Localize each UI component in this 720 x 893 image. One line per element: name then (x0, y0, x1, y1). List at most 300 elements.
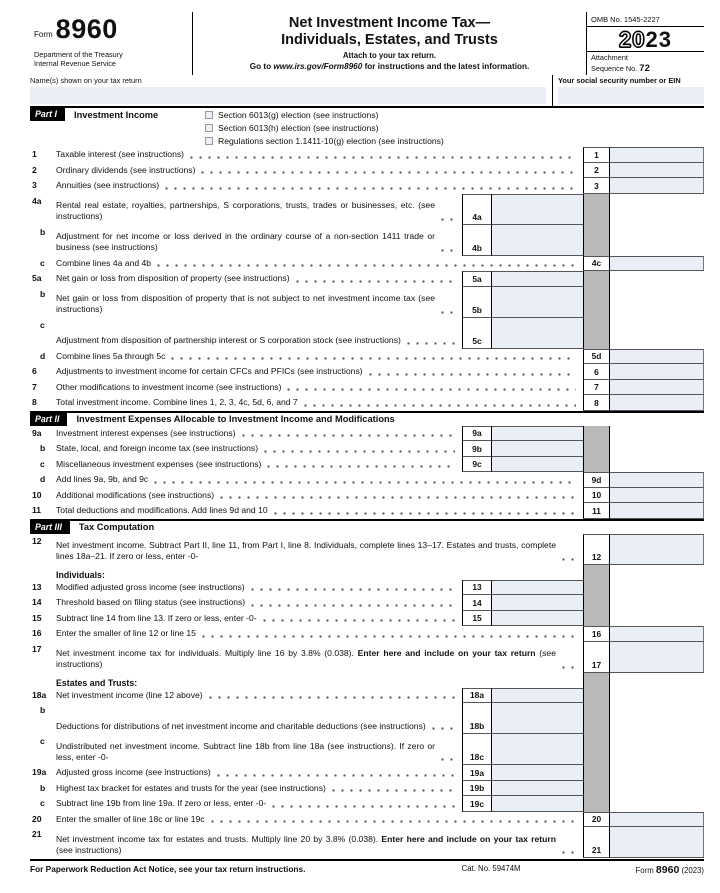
line-text: Adjustment for net income or loss derived in the ordinary course of a non-section 1411 trade or business (see instructions) (56, 231, 435, 253)
ssn-label: Your social security number or EIN (558, 76, 681, 86)
shaded-cell (583, 580, 610, 596)
line-text-normal: Net investment income tax for individuals. Multiply line 16 by 3.8% (0.038). (56, 648, 358, 659)
line-18a-box-label: 18a (462, 688, 492, 704)
line-text-bold: Enter here and include on your tax return (357, 648, 536, 659)
attachment-word: Attachment (591, 53, 628, 63)
dot-leader (272, 805, 455, 808)
agency-line-1: Department of the Treasury (34, 50, 123, 59)
line-17-box-label: 17 (583, 642, 610, 673)
line-text: Modified adjusted gross income (see instructions) (56, 581, 245, 592)
line-text: Add lines 9a, 9b, and 9c (56, 474, 149, 485)
dot-leader (209, 696, 455, 699)
dot-leader (274, 512, 576, 515)
line-7-amount-field[interactable] (610, 380, 704, 396)
line-15-box-label: 15 (462, 611, 492, 627)
line-text: Deductions for distributions of net investment income and charitable deductions (see instructions) (56, 720, 426, 731)
line-text: Threshold based on filing status (see instructions) (56, 597, 246, 608)
line-number: c (40, 257, 45, 268)
form-number-block (30, 12, 193, 75)
line-10-box-label: 10 (583, 488, 610, 504)
line-number: 14 (32, 597, 42, 608)
line-3-box-label: 3 (583, 178, 610, 194)
line-text: Taxable interest (see instructions) (56, 149, 185, 160)
election-6013g-item (205, 110, 379, 120)
line-9d-amount-field[interactable] (610, 472, 704, 488)
line-text: Subtract line 14 from line 13. If zero or less, enter -0- (56, 612, 257, 623)
election-1411-label: Regulations section 1.1411-10(g) election (see instructions) (218, 135, 444, 146)
line-number: c (40, 458, 45, 469)
spacer (610, 457, 704, 473)
line-text: Net gain or loss from disposition of property that is not subject to net investment income tax (see instructions) (56, 293, 435, 315)
year-outline-digits: 20 (619, 27, 646, 52)
line-number: d (40, 350, 46, 361)
omb-year-block (586, 12, 704, 75)
form-line-10 (30, 488, 704, 504)
footer-form-year: (2023) (681, 866, 704, 876)
form-line-17 (30, 642, 704, 673)
individuals-subheading-row (30, 565, 704, 580)
line-1-amount-field[interactable] (610, 147, 704, 163)
form-line-6 (30, 364, 704, 380)
shaded-cell (583, 287, 610, 318)
line-text: Ordinary dividends (see instructions) (56, 164, 196, 175)
line-number: c (40, 798, 45, 809)
line-9a-box-label: 9a (462, 426, 492, 442)
shaded-cell (583, 194, 610, 225)
line-5b-box-label: 5b (462, 287, 492, 318)
line-11-box-label: 11 (583, 503, 610, 519)
line-text: Rental real estate, royalties, partnerships, S corporations, trusts, trades or businesses, etc. (see instructions) (56, 200, 435, 222)
line-16-box-label: 16 (583, 626, 610, 642)
ssn-input[interactable] (558, 87, 704, 104)
line-text: Undistributed net investment income. Subtract line 18b from line 18a (see instructions). If zero or less, enter -0- (56, 740, 435, 762)
name-cell (30, 75, 552, 106)
line-20-box-label: 20 (583, 812, 610, 828)
spacer (610, 734, 704, 765)
line-21-amount-field[interactable] (610, 827, 704, 858)
dot-leader (441, 249, 455, 252)
catalog-number: Cat. No. 59474M (461, 864, 521, 874)
form-line-14 (30, 595, 704, 611)
line-11-amount-field[interactable] (610, 503, 704, 519)
dot-leader (562, 558, 576, 561)
line-number: 16 (32, 628, 42, 639)
part-ii-header (30, 411, 704, 426)
dot-leader (441, 758, 455, 761)
line-12-box-label: 12 (583, 534, 610, 565)
line-13-amount-field[interactable] (492, 580, 583, 596)
line-17-amount-field[interactable] (610, 642, 704, 673)
name-label: Name(s) shown on your tax return (30, 76, 142, 86)
line-3-amount-field[interactable] (610, 178, 704, 194)
line-8-box-label: 8 (583, 395, 610, 411)
name-input[interactable] (30, 87, 546, 104)
election-1411-checkbox[interactable] (205, 137, 213, 145)
dot-leader (267, 465, 455, 468)
line-14-box-label: 14 (462, 595, 492, 611)
form-line-15 (30, 611, 704, 627)
footer-form-number: 8960 (655, 864, 680, 877)
shaded-cell (583, 703, 610, 734)
shaded-cell (583, 673, 610, 688)
attach-note: Attach to your tax return. (342, 51, 437, 61)
dot-leader (304, 404, 576, 407)
line-4b-box-label: 4b (462, 225, 492, 256)
form-header (30, 12, 704, 75)
form-line-2 (30, 163, 704, 179)
line-number: 11 (32, 505, 42, 516)
dot-leader (157, 264, 576, 267)
dot-leader (263, 619, 455, 622)
form-line-3 (30, 178, 704, 194)
line-number: 19a (32, 767, 47, 778)
election-6013g-checkbox[interactable] (205, 111, 213, 119)
spacer (610, 426, 704, 442)
dot-leader (287, 388, 576, 391)
line-10-amount-field[interactable] (610, 488, 704, 504)
form-footer-id (636, 864, 704, 876)
sequence-word: Sequence No. (591, 63, 640, 73)
line-6-amount-field[interactable] (610, 364, 704, 380)
line-number: 4a (32, 195, 42, 206)
line-5a-amount-field[interactable] (492, 271, 583, 287)
dot-leader (201, 171, 576, 174)
dot-leader (165, 187, 576, 190)
form-line-8 (30, 395, 704, 411)
part-iii-header (30, 519, 704, 534)
election-6013h-label: Section 6013(h) election (see instructions) (218, 122, 379, 133)
line-number: 18a (32, 689, 47, 700)
attachment-sequence (587, 52, 704, 75)
line-18b-box-label: 18b (462, 703, 492, 734)
line-4b-amount-field[interactable] (492, 225, 583, 256)
spacer (610, 796, 704, 812)
line-5d-amount-field[interactable] (610, 349, 704, 365)
spacer (610, 595, 704, 611)
line-number: 17 (32, 643, 42, 654)
line-18c-box-label: 18c (462, 734, 492, 765)
line-9a-amount-field[interactable] (492, 426, 583, 442)
shaded-cell (583, 796, 610, 812)
election-6013h-checkbox[interactable] (205, 124, 213, 132)
line-text: Net investment income. Subtract Part II, line 11, from Part I, line 8. Individuals, complete lines 13–17. Estates and trusts, complete lines 18a–21. If zero or less, enter -0- (56, 540, 556, 562)
line-text-suffix: (see instructions) (56, 648, 556, 670)
part-i-header (30, 106, 704, 121)
shaded-cell (583, 688, 610, 704)
line-number: b (40, 443, 46, 454)
form-footer (30, 859, 704, 876)
line-number: b (40, 782, 46, 793)
line-9c-box-label: 9c (462, 457, 492, 473)
spacer (610, 194, 704, 225)
line-18c-amount-field[interactable] (492, 734, 583, 765)
line-number: 9a (32, 427, 42, 438)
line-9d-box-label: 9d (583, 472, 610, 488)
line-19b-box-label: 19b (462, 781, 492, 797)
spacer (610, 271, 704, 287)
line-text: Net investment income (line 12 above) (56, 689, 203, 700)
line-text: Miscellaneous investment expenses (see instructions) (56, 458, 262, 469)
shaded-cell (583, 781, 610, 797)
part-iii-title: Tax Computation (78, 522, 155, 533)
line-16-amount-field[interactable] (610, 626, 704, 642)
line-4a-box-label: 4a (462, 194, 492, 225)
line-5c-box-label: 5c (462, 318, 492, 349)
line-text: Investment interest expenses (see instructions) (56, 427, 236, 438)
form-line-19b (30, 781, 704, 797)
form-line-20 (30, 812, 704, 828)
line-text: Adjustment from disposition of partnership interest or S corporation stock (see instructions) (56, 335, 401, 346)
line-18b-amount-field[interactable] (492, 703, 583, 734)
line-15-amount-field[interactable] (492, 611, 583, 627)
line-12-amount-field[interactable] (610, 534, 704, 565)
spacer (610, 673, 704, 688)
shaded-cell (583, 595, 610, 611)
line-1-box-label: 1 (583, 147, 610, 163)
line-5a-box-label: 5a (462, 271, 492, 287)
part-ii-label: Part II (30, 413, 67, 426)
line-18a-amount-field[interactable] (492, 688, 583, 704)
spacer (610, 565, 704, 580)
form-line-18b (30, 703, 704, 734)
form-line-21 (30, 827, 704, 858)
line-text: Enter the smaller of line 12 or line 15 (56, 628, 196, 639)
shaded-cell (583, 734, 610, 765)
paperwork-notice: For Paperwork Reduction Act Notice, see your tax return instructions. (30, 864, 306, 875)
ssn-cell (552, 75, 704, 106)
line-number: 13 (32, 581, 42, 592)
line-number: b (40, 288, 46, 299)
line-number: b (40, 226, 46, 237)
dot-leader (296, 280, 455, 283)
form-line-4a (30, 194, 704, 225)
spacer (610, 611, 704, 627)
form-line-1 (30, 147, 704, 163)
dot-leader (264, 450, 455, 453)
dot-leader (407, 342, 455, 345)
line-text: Net gain or loss from disposition of property (see instructions) (56, 273, 290, 284)
shaded-cell (583, 426, 610, 442)
dot-leader (211, 820, 576, 823)
form-title-line-1: Net Investment Income Tax— (288, 15, 491, 31)
form-line-19c (30, 796, 704, 812)
part-ii-title: Investment Expenses Allocable to Investment Income and Modifications (76, 414, 395, 425)
sequence-number: 72 (639, 62, 650, 74)
line-text-suffix: (see instructions) (56, 844, 122, 855)
form-line-7 (30, 380, 704, 396)
line-21-box-label: 21 (583, 827, 610, 858)
dot-leader (441, 218, 455, 221)
shaded-cell (583, 611, 610, 627)
dot-leader (190, 156, 576, 159)
dot-leader (242, 434, 455, 437)
form-line-13 (30, 580, 704, 596)
form-line-9a (30, 426, 704, 442)
footer-form-word: Form (635, 866, 654, 876)
form-line-4b (30, 225, 704, 256)
line-text: Annuities (see instructions) (56, 180, 160, 191)
dot-leader (251, 604, 455, 607)
line-7-box-label: 7 (583, 380, 610, 396)
spacer (30, 565, 56, 580)
form-line-5a (30, 271, 704, 287)
line-number: 2 (32, 164, 37, 175)
line-13-box-label: 13 (462, 580, 492, 596)
goto-note (193, 62, 586, 71)
form-line-9c (30, 457, 704, 473)
form-line-18a (30, 688, 704, 704)
line-text: Enter the smaller of line 18c or line 19c (56, 813, 205, 824)
form-line-5d (30, 349, 704, 365)
line-19c-box-label: 19c (462, 796, 492, 812)
spacer (610, 441, 704, 457)
line-number: 21 (32, 829, 42, 840)
line-text (56, 833, 556, 859)
line-number: 20 (32, 813, 42, 824)
irs-url: www.irs.gov/Form8960 (273, 62, 363, 72)
election-6013g-label: Section 6013(g) election (see instructions) (218, 110, 379, 121)
dot-leader (202, 635, 576, 638)
spacer (610, 688, 704, 704)
line-number: b (40, 705, 46, 716)
goto-suffix: for instructions and the latest information. (362, 62, 530, 72)
line-number: 5a (32, 273, 42, 284)
omb-number: OMB No. 1545-2227 (587, 12, 704, 27)
line-2-box-label: 2 (583, 163, 610, 179)
part-i-title: Investment Income (74, 109, 159, 120)
line-number: d (40, 474, 46, 485)
individuals-subheading: Individuals: (56, 569, 105, 580)
line-text: Adjusted gross income (see instructions) (56, 767, 211, 778)
shaded-cell (583, 765, 610, 781)
dot-leader (217, 774, 455, 777)
form-line-16 (30, 626, 704, 642)
line-text: Additional modifications (see instructions) (56, 489, 215, 500)
line-19a-amount-field[interactable] (492, 765, 583, 781)
spacer (610, 781, 704, 797)
line-8-amount-field[interactable] (610, 395, 704, 411)
line-9b-amount-field[interactable] (492, 441, 583, 457)
agency-line-2: Internal Revenue Service (34, 59, 116, 69)
shaded-cell (583, 441, 610, 457)
form-line-5c (30, 318, 704, 349)
line-text: Adjustments to investment income for certain CFCs and PFICs (see instructions) (56, 366, 363, 377)
line-number: 7 (32, 381, 37, 392)
shaded-cell (583, 271, 610, 287)
spacer (610, 580, 704, 596)
line-5c-amount-field[interactable] (492, 318, 583, 349)
line-20-amount-field[interactable] (610, 812, 704, 828)
part-iii-label: Part III (30, 521, 70, 534)
spacer (610, 318, 704, 349)
dot-leader (562, 851, 576, 854)
spacer (30, 673, 56, 688)
shaded-cell (583, 565, 610, 580)
form-line-5b (30, 287, 704, 318)
shaded-cell (583, 457, 610, 473)
line-text: Total investment income. Combine lines 1, 2, 3, 4c, 5d, 6, and 7 (56, 397, 298, 408)
line-number: 12 (32, 535, 42, 546)
dot-leader (369, 373, 576, 376)
election-6013h-item (30, 121, 704, 134)
line-2-amount-field[interactable] (610, 163, 704, 179)
line-19b-amount-field[interactable] (492, 781, 583, 797)
form-line-9b (30, 441, 704, 457)
line-number: 1 (32, 149, 37, 160)
line-19c-amount-field[interactable] (492, 796, 583, 812)
line-text: Combine lines 4a and 4b (56, 257, 152, 268)
dot-leader (432, 727, 455, 730)
dot-leader (220, 496, 576, 499)
line-4c-box-label: 4c (583, 256, 610, 272)
dot-leader (332, 789, 455, 792)
line-5b-amount-field[interactable] (492, 287, 583, 318)
line-number: 3 (32, 180, 37, 191)
estates-subheading-row (30, 673, 704, 688)
spacer (610, 765, 704, 781)
form-title-block (193, 12, 586, 75)
spacer (610, 287, 704, 318)
form-line-4c (30, 256, 704, 272)
line-5d-box-label: 5d (583, 349, 610, 365)
line-text: Combine lines 5a through 5c (56, 350, 166, 361)
line-9c-amount-field[interactable] (492, 457, 583, 473)
dot-leader (171, 357, 576, 360)
line-number: 15 (32, 612, 42, 623)
line-9b-box-label: 9b (462, 441, 492, 457)
dot-leader (441, 311, 455, 314)
election-1411-item (30, 134, 704, 147)
line-number: c (40, 736, 45, 747)
line-number: 8 (32, 397, 37, 408)
line-number: c (40, 319, 45, 330)
line-6-box-label: 6 (583, 364, 610, 380)
line-14-amount-field[interactable] (492, 595, 583, 611)
shaded-cell (583, 225, 610, 256)
line-4c-amount-field[interactable] (610, 256, 704, 272)
goto-prefix: Go to (249, 62, 274, 72)
form-line-11 (30, 503, 704, 519)
line-19a-box-label: 19a (462, 765, 492, 781)
part-i-label: Part I (30, 108, 65, 121)
line-text: Total deductions and modifications. Add lines 9d and 10 (56, 505, 268, 516)
line-text-normal: Net investment income tax for estates and trusts. Multiply line 20 by 3.8% (0.038). (56, 833, 382, 844)
year-bold-digits: 23 (645, 27, 672, 52)
spacer (610, 703, 704, 734)
line-text: Other modifications to investment income (see instructions) (56, 381, 282, 392)
form-number: 8960 (55, 14, 118, 44)
dot-leader (251, 588, 455, 591)
form-line-18c (30, 734, 704, 765)
identity-row (30, 75, 704, 106)
line-number: 6 (32, 366, 37, 377)
dot-leader (154, 481, 576, 484)
shaded-cell (583, 318, 610, 349)
form-line-12 (30, 534, 704, 565)
form-word: Form (34, 30, 53, 39)
form-line-9d (30, 472, 704, 488)
estates-subheading: Estates and Trusts: (56, 677, 138, 688)
line-text: Highest tax bracket for estates and trusts for the year (see instructions) (56, 782, 326, 793)
form-line-19a (30, 765, 704, 781)
line-text (56, 647, 556, 673)
dot-leader (562, 666, 576, 669)
line-text: Subtract line 19b from line 19a. If zero or less, enter -0- (56, 798, 267, 809)
line-text: State, local, and foreign income tax (see instructions) (56, 443, 259, 454)
line-4a-amount-field[interactable] (492, 194, 583, 225)
form-title-line-2: Individuals, Estates, and Trusts (281, 31, 498, 48)
line-number: 10 (32, 489, 42, 500)
